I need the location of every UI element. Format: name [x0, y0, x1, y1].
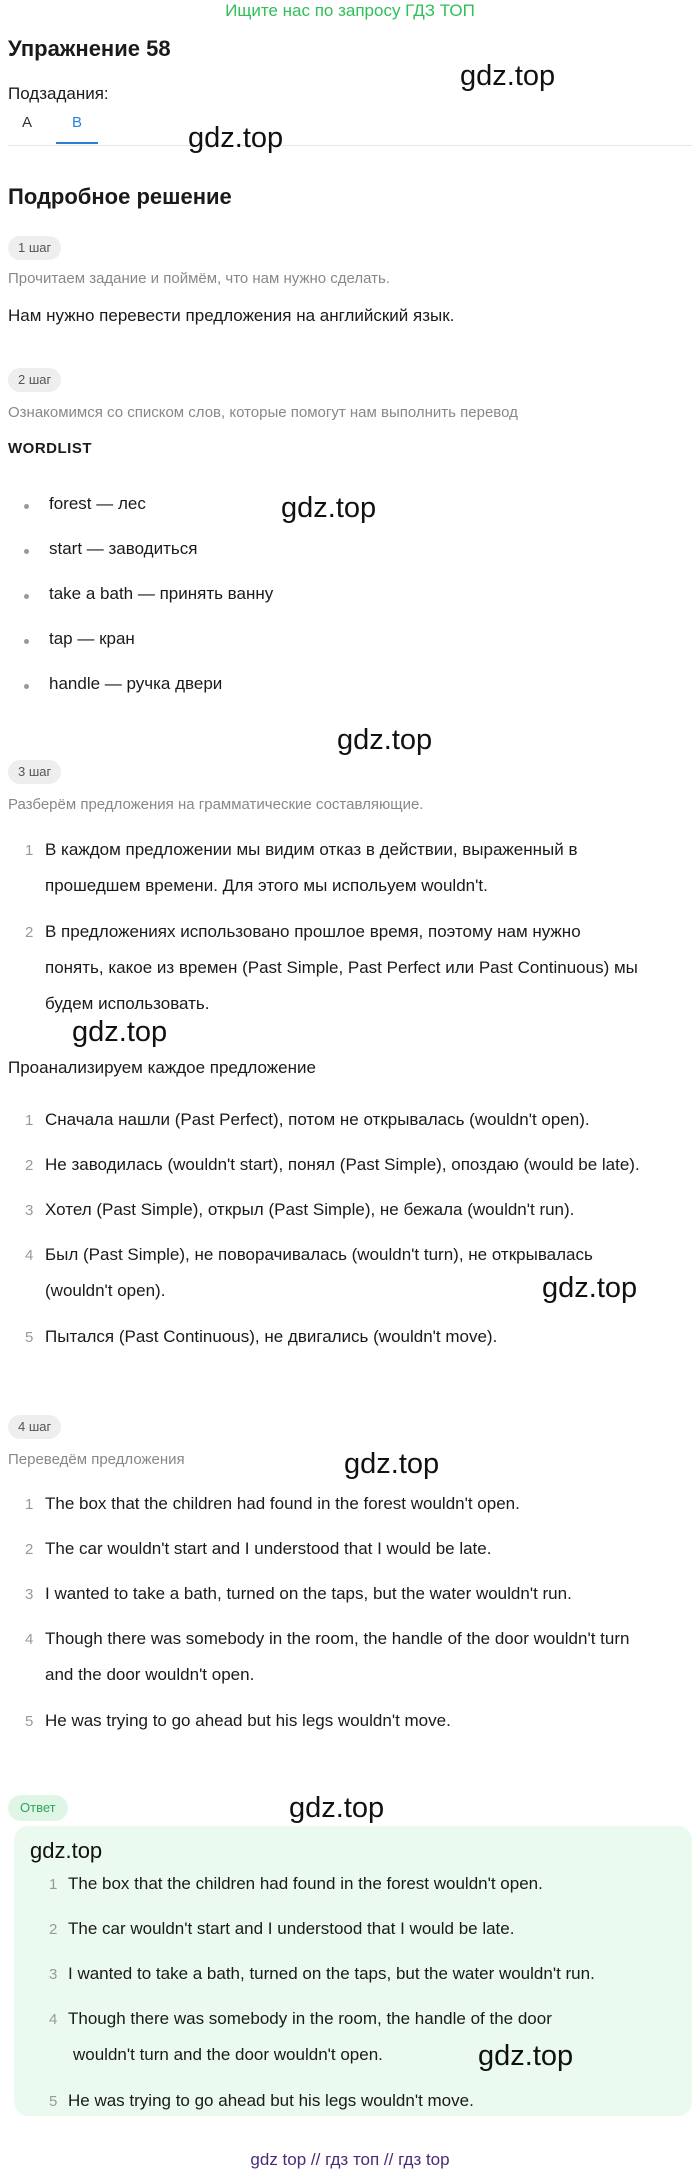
step-badge: 4 шаг — [8, 1415, 61, 1439]
list-item — [68, 1911, 514, 1947]
list-item-line: The box that the children had found in the forest wouldn't open. — [45, 1494, 520, 1513]
subtasks-label: Подзадания: — [8, 84, 109, 103]
list-number: 2 — [25, 924, 34, 941]
list-number: 2 — [25, 1157, 34, 1174]
watermark: gdz.top — [337, 724, 433, 756]
watermark: gdz.top — [281, 492, 377, 524]
word-item: forest — лес — [49, 494, 146, 513]
word-item: take a bath — принять ванну — [49, 584, 274, 603]
list-item-line: Пытался (Past Continuous), не двигались (wouldn't move). — [45, 1327, 498, 1346]
list-number: 4 — [49, 2011, 58, 2028]
step-badge: 3 шаг — [8, 760, 61, 784]
list-number: 2 — [49, 1921, 58, 1938]
bullet — [24, 639, 29, 644]
list-number: 3 — [25, 1202, 34, 1219]
step-hint: Разберём предложения на грамматические составляющие. — [8, 796, 424, 813]
tab-a[interactable]: A — [22, 114, 33, 131]
list-number: 1 — [25, 1496, 34, 1513]
list-item — [68, 1866, 543, 1902]
section-title: Подробное решение — [8, 184, 232, 209]
list-item-line: Хотел (Past Simple), открыл (Past Simple), не бежала (wouldn't run). — [45, 1200, 575, 1219]
list-item — [45, 1102, 590, 1138]
list-item-line: and the door wouldn't open. — [45, 1665, 255, 1684]
list-number: 3 — [49, 1966, 58, 1983]
list-item-line: The car wouldn't start and I understood that I would be late. — [45, 1539, 492, 1558]
list-item-line: Though there was somebody in the room, the handle of the door — [68, 2009, 552, 2028]
watermark: gdz.top — [478, 2040, 574, 2072]
watermark: gdz.top — [542, 1272, 638, 1304]
word-item: start — заводиться — [49, 539, 198, 558]
bullet — [24, 504, 29, 509]
list-number: 5 — [49, 2093, 58, 2110]
watermark: gdz.top — [289, 1792, 385, 1824]
list-item-line: В предложениях использовано прошлое время, поэтому нам нужно — [45, 922, 581, 941]
search-banner[interactable]: Ищите нас по запросу ГДЗ ТОП — [225, 1, 475, 20]
analysis-heading: Проанализируем каждое предложение — [8, 1058, 316, 1077]
step-hint: Ознакомимся со списком слов, которые помогут нам выполнить перевод — [8, 404, 518, 421]
tabs-divider — [8, 145, 692, 146]
tab-b[interactable]: B — [72, 114, 83, 131]
step-hint: Переведём предложения — [8, 1451, 185, 1468]
list-item — [45, 832, 578, 904]
list-item — [45, 1192, 574, 1228]
active-tab-indicator — [56, 142, 98, 144]
step-text: Нам нужно перевести предложения на английский язык. — [8, 306, 455, 325]
list-item-line: He was trying to go ahead but his legs wouldn't move. — [68, 2091, 474, 2110]
list-item-line: I wanted to take a bath, turned on the taps, but the water wouldn't run. — [45, 1584, 572, 1603]
list-item-line: В каждом предложении мы видим отказ в действии, выраженный в — [45, 840, 578, 859]
list-number: 4 — [25, 1247, 34, 1264]
list-item-line: Не заводилась (wouldn't start), понял (Past Simple), опоздаю (would be late). — [45, 1155, 640, 1174]
list-item-line: He was trying to go ahead but his legs wouldn't move. — [45, 1711, 451, 1730]
list-item — [45, 1486, 520, 1522]
wordlist-heading: WORDLIST — [8, 440, 92, 457]
list-item-line: Был (Past Simple), не поворачивалась (wouldn't turn), не открывалась — [45, 1245, 593, 1264]
list-item-line: Сначала нашли (Past Perfect), потом не открывалась (wouldn't open). — [45, 1110, 590, 1129]
list-item-line: The box that the children had found in the forest wouldn't open. — [68, 1874, 543, 1893]
list-item — [45, 1237, 593, 1309]
list-number: 1 — [25, 1112, 34, 1129]
word-item: tap — кран — [49, 629, 135, 648]
footer-links[interactable]: gdz top // гдз топ // гдз top — [250, 2150, 450, 2169]
list-number: 5 — [25, 1713, 34, 1730]
bullet — [24, 594, 29, 599]
list-item-line: будем использовать. — [45, 994, 210, 1013]
step-hint: Прочитаем задание и поймём, что нам нужно сделать. — [8, 270, 391, 287]
list-item — [45, 1703, 451, 1739]
list-item-line: The car wouldn't start and I understood that I would be late. — [68, 1919, 515, 1938]
watermark: gdz.top — [30, 1838, 103, 1863]
bullet — [24, 549, 29, 554]
list-item — [68, 2083, 474, 2119]
bullet — [24, 684, 29, 689]
list-number: 5 — [25, 1329, 34, 1346]
list-item — [45, 1576, 572, 1612]
list-number: 4 — [25, 1631, 34, 1648]
answer-badge: Ответ — [8, 1795, 68, 1821]
list-number: 1 — [49, 1876, 58, 1893]
step-badge: 2 шаг — [8, 368, 61, 392]
list-item-line: Though there was somebody in the room, the handle of the door wouldn't turn — [45, 1629, 630, 1648]
page-title: Упражнение 58 — [8, 36, 171, 61]
list-item-line: прошедшем времени. Для этого мы испольуем wouldn't. — [45, 876, 488, 895]
list-item-line: (wouldn't open). — [45, 1281, 166, 1300]
list-item — [45, 1147, 640, 1183]
list-item — [45, 1531, 491, 1567]
list-number: 2 — [25, 1541, 34, 1558]
list-item — [45, 914, 638, 1022]
list-item-line: понять, какое из времен (Past Simple, Past Perfect или Past Continuous) мы — [45, 958, 638, 977]
list-number: 3 — [25, 1586, 34, 1603]
step-badge: 1 шаг — [8, 236, 61, 260]
list-number: 1 — [25, 842, 34, 859]
watermark: gdz.top — [188, 122, 284, 154]
list-item — [45, 1319, 497, 1355]
list-item — [68, 1956, 595, 1992]
watermark: gdz.top — [72, 1016, 168, 1048]
watermark: gdz.top — [460, 60, 556, 92]
list-item — [45, 1621, 629, 1693]
watermark: gdz.top — [344, 1448, 440, 1480]
list-item-line: wouldn't turn and the door wouldn't open. — [73, 2045, 383, 2064]
list-item-line: I wanted to take a bath, turned on the taps, but the water wouldn't run. — [68, 1964, 595, 1983]
word-item: handle — ручка двери — [49, 674, 223, 693]
